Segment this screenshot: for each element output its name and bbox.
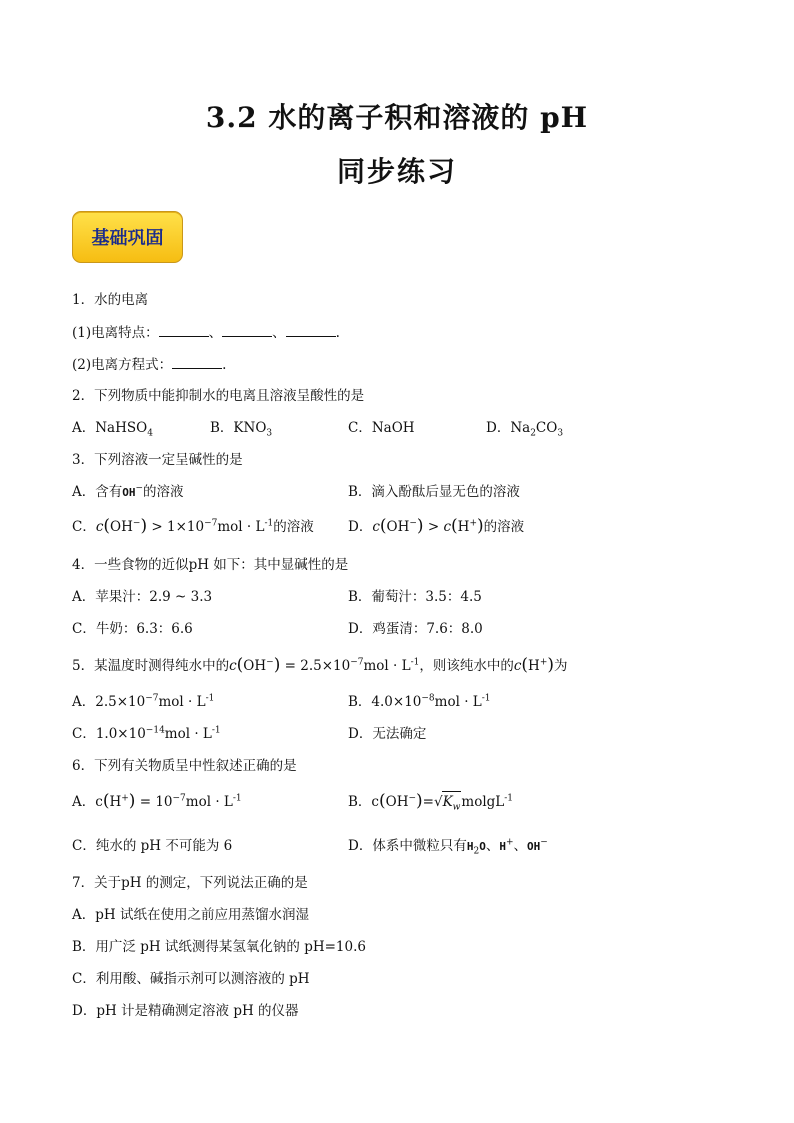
page-title: 3.2 水的离子积和溶液的 pH: [205, 101, 589, 134]
q7-option-b[interactable]: B．用广泛 pH 试纸测得某氢氧化钠的 pH=10.6: [72, 939, 366, 955]
period: .: [335, 325, 340, 341]
question-5-stem: 5．某温度时测得纯水中的$c(OH^-) = 2.5\times 10^{-7}mol \cdot L^{-1}$，则该纯水中的c(H+)为: [72, 655, 568, 675]
q4-option-a[interactable]: A．苹果汁：2.9 ~ 3.3: [72, 589, 213, 605]
q7-option-c[interactable]: C．利用酸、碱指示剂可以测溶液的 pH: [72, 971, 310, 987]
superscript: −7: [172, 793, 186, 804]
math-text: > 1×10: [151, 519, 205, 535]
superscript: −: [135, 483, 144, 494]
conc-symbol: c: [95, 519, 104, 535]
separator: 、: [513, 838, 527, 854]
formula-part: CO: [535, 420, 558, 436]
sqrt-icon: √: [433, 794, 443, 810]
ion-symbol: OH: [122, 486, 136, 499]
section-badge: 基础巩固: [72, 211, 183, 263]
ion-symbol: OH: [110, 519, 133, 535]
option-text: 的溶液: [483, 519, 525, 535]
superscript: -1: [232, 793, 242, 804]
answer-blank: [172, 354, 222, 369]
ion-symbol: OH: [526, 840, 541, 853]
option-text: B．c: [348, 794, 379, 810]
question-1-part-1: [72, 322, 340, 343]
option-text: D．体系中微粒只有: [348, 838, 467, 854]
superscript: +: [469, 518, 477, 529]
conc-symbol: c: [443, 519, 452, 535]
q6-option-a[interactable]: A．$c(H^+) = 10^{-7}mol \cdot L^{-1}$: [72, 791, 242, 811]
superscript: -1: [205, 693, 215, 704]
option-text: A．NaHSO: [72, 420, 148, 436]
separator: 、: [208, 325, 223, 341]
q4-option-c[interactable]: C．牛奶：6.3：6.6: [72, 621, 193, 637]
part-label: (2)电离方程式：: [72, 357, 173, 373]
q3-option-a[interactable]: [72, 482, 184, 503]
q4-option-d[interactable]: D．鸡蛋清：7.6：8.0: [348, 621, 483, 637]
ion-symbol: OH: [385, 794, 409, 810]
conc-symbol: c: [229, 658, 237, 674]
option-text: D．Na: [486, 420, 531, 436]
q2-option-c[interactable]: [348, 418, 415, 438]
question-1-part-2: [72, 354, 226, 375]
stem-text: ，则该纯水中的: [419, 658, 514, 674]
part-label: (1)电离特点：: [72, 325, 159, 341]
option-text: C．1.0×10: [72, 726, 146, 742]
separator: 、: [485, 838, 500, 854]
ion-symbol: OH: [243, 658, 267, 674]
superscript: −: [540, 837, 548, 848]
page-subtitle: 同步练习: [336, 155, 457, 188]
superscript: -1: [481, 693, 491, 704]
q5-option-c[interactable]: [72, 724, 221, 744]
q2-option-a[interactable]: [72, 418, 153, 438]
ion-symbol: H: [109, 794, 122, 810]
subscript: 4: [147, 428, 153, 439]
option-text: A．c: [72, 794, 103, 810]
question-7-stem: 7．关于pH 的测定，下列说法正确的是: [72, 875, 308, 891]
superscript: +: [121, 793, 129, 804]
q6-option-d[interactable]: [348, 836, 548, 857]
unit: mol · L: [217, 519, 265, 535]
q5-option-b[interactable]: [348, 692, 491, 712]
answer-blank: [222, 322, 272, 337]
superscript: −: [409, 518, 417, 529]
conc-symbol: c: [513, 658, 522, 674]
option-text: 的溶液: [143, 484, 184, 500]
superscript: −: [408, 793, 417, 804]
subscript: 2: [530, 428, 536, 439]
ion-symbol: H: [457, 519, 470, 535]
stem-text: 5．某温度时测得纯水中的: [72, 658, 230, 674]
option-text: B．4.0×10: [348, 694, 422, 710]
option-text: C．: [72, 519, 96, 535]
unit: mol · L: [363, 658, 411, 674]
q2-option-b[interactable]: [210, 418, 272, 438]
conc-symbol: c: [372, 519, 380, 535]
superscript: -1: [211, 725, 221, 736]
unit: mol · L: [185, 794, 233, 810]
period: .: [222, 357, 227, 373]
separator: 、: [272, 325, 286, 341]
option-text: 的溶液: [273, 519, 314, 535]
unit: mol · L: [158, 694, 206, 710]
superscript: −: [266, 657, 274, 668]
subscript: 3: [557, 428, 564, 439]
question-2-stem: 2．下列物质中能抑制水的电离且溶液呈酸性的是: [72, 388, 365, 404]
superscript: −: [132, 518, 141, 529]
answer-blank: [159, 322, 209, 337]
superscript: -1: [504, 793, 514, 804]
math-text: >: [427, 519, 440, 535]
q6-option-b[interactable]: B．$c(OH^-)=√K_wmolgL^{-1}$: [348, 791, 514, 813]
subscript: w: [452, 802, 461, 813]
ion-symbol: OH: [386, 519, 410, 535]
formula-part: O: [479, 840, 486, 853]
superscript: −7: [204, 518, 218, 529]
option-text: D．: [348, 519, 373, 535]
question-3-stem: 3．下列溶液一定呈碱性的是: [72, 452, 243, 468]
unit: molgL: [461, 794, 505, 810]
q5-option-d[interactable]: D．无法确定: [348, 726, 427, 742]
unit: mol · L: [164, 726, 212, 742]
math-text: = 10: [139, 794, 173, 810]
superscript: -1: [410, 657, 420, 668]
subscript: 3: [266, 428, 273, 439]
ion-symbol: H: [499, 840, 506, 853]
q3-option-d[interactable]: D．c(OH−) > c(H+)的溶液: [348, 516, 525, 536]
option-text: B．KNO: [210, 420, 267, 436]
superscript: -1: [264, 518, 274, 529]
ion-symbol: H: [528, 658, 540, 674]
subscript: 2: [473, 846, 480, 857]
superscript: −8: [421, 693, 435, 704]
superscript: −7: [350, 657, 364, 668]
math-text: =: [422, 794, 434, 810]
q2-option-d[interactable]: [486, 418, 563, 438]
superscript: −14: [145, 725, 165, 736]
question-6-stem: 6．下列有关物质呈中性叙述正确的是: [72, 758, 297, 774]
sqrt-body: [442, 791, 462, 812]
superscript: +: [505, 837, 514, 848]
q7-option-a[interactable]: A．pH 试纸在使用之前应用蒸馏水润湿: [72, 907, 309, 923]
option-text: A．2.5×10: [72, 694, 146, 710]
question-4-stem: 4．一些食物的近似pH 如下：其中显碱性的是: [72, 557, 349, 573]
superscript: −7: [145, 693, 159, 704]
q3-option-c[interactable]: C．$c(OH^-) > 1\times 10^{-7}mol \cdot L^{-1}$的溶液: [72, 516, 314, 536]
option-text: C．NaOH: [348, 420, 415, 436]
formula-part: H: [466, 840, 474, 853]
superscript: +: [539, 657, 548, 668]
kw-symbol: K: [442, 794, 453, 810]
q6-option-c[interactable]: C．纯水的 pH 不可能为 6: [72, 838, 233, 854]
math-text: = 2.5×10: [284, 658, 351, 674]
option-text: A．含有: [72, 484, 123, 500]
answer-blank: [286, 322, 336, 337]
stem-text: 为: [554, 658, 568, 674]
q5-option-a[interactable]: [72, 692, 214, 712]
q3-option-b[interactable]: B．滴入酚酞后显无色的溶液: [348, 484, 520, 500]
q7-option-d[interactable]: D．pH 计是精确测定溶液 pH 的仪器: [72, 1003, 299, 1019]
q4-option-b[interactable]: B．葡萄汁：3.5：4.5: [348, 589, 482, 605]
unit: mol · L: [434, 694, 482, 710]
question-1-stem: 1．水的电离: [72, 292, 149, 308]
